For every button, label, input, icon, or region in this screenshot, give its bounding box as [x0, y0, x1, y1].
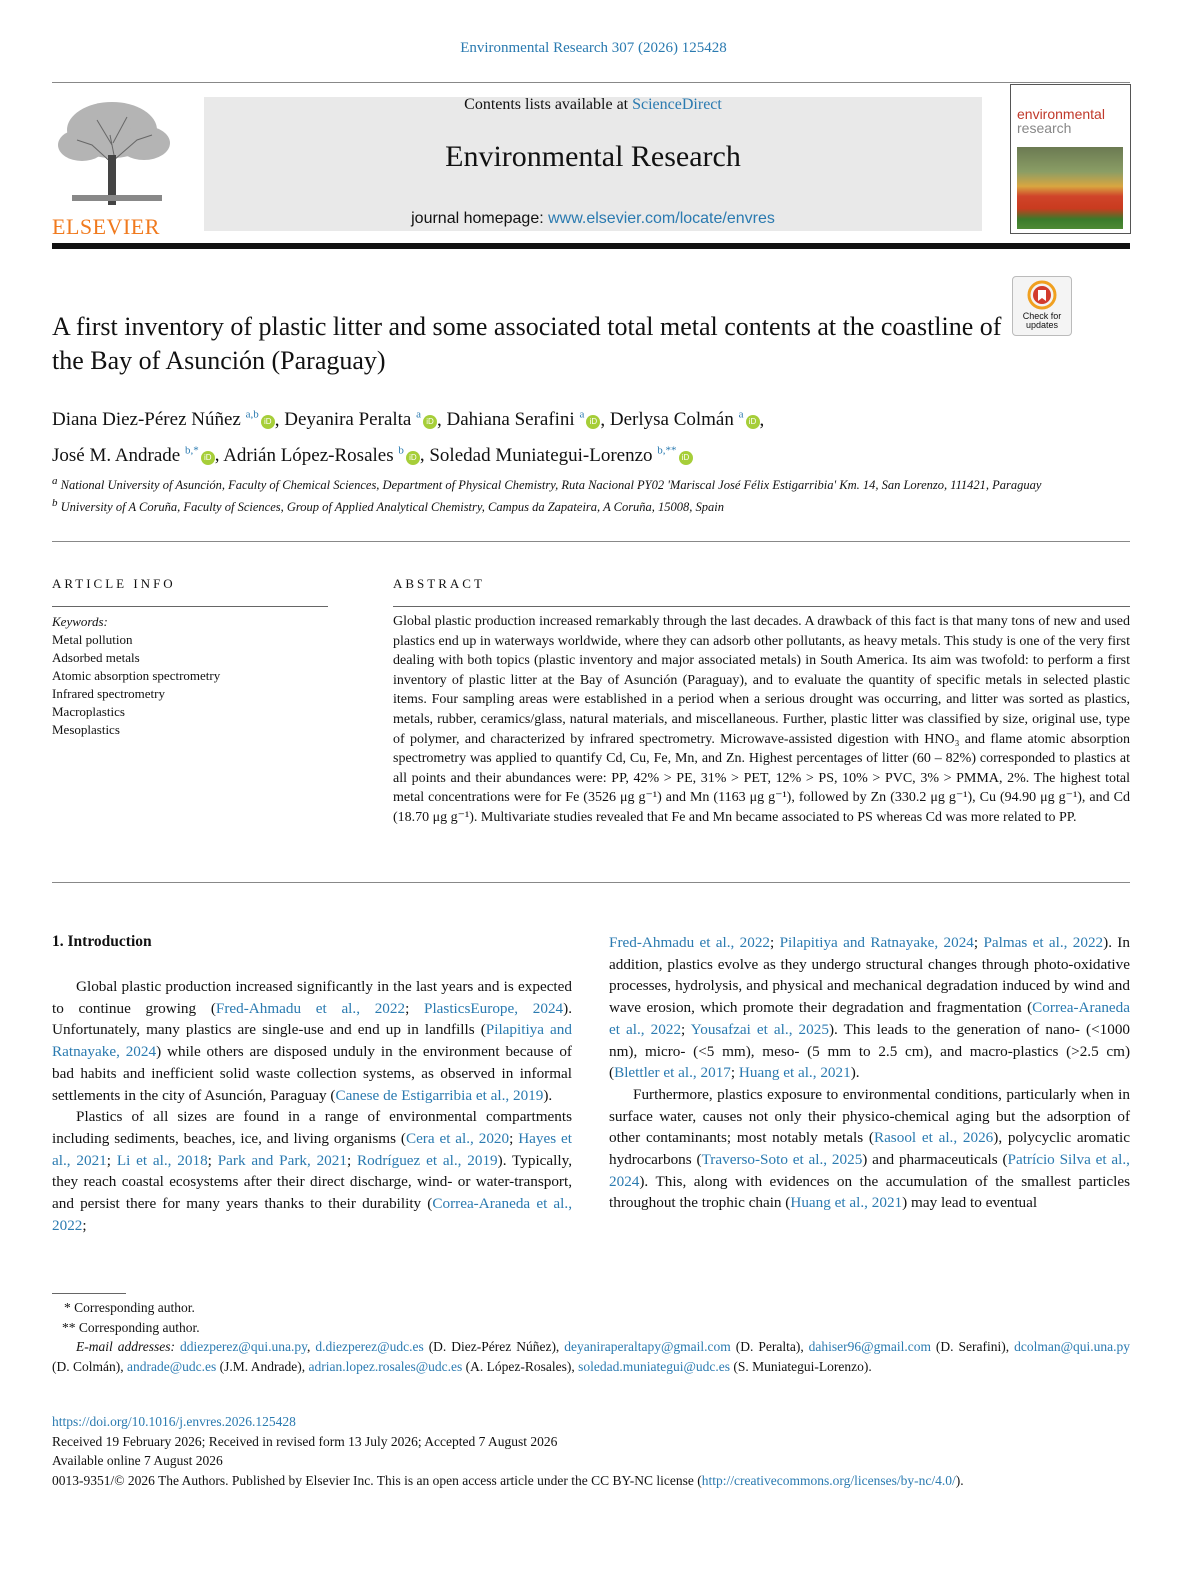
email-link[interactable]: andrade@udc.es	[127, 1358, 217, 1374]
header-rule	[52, 82, 1130, 83]
keyword: Macroplastics	[52, 704, 125, 719]
homepage-link[interactable]: www.elsevier.com/locate/envres	[548, 210, 775, 227]
body-paragraph: Fred-Ahmadu et al., 2022; Pilapitiya and Ratnayake, 2024; Palmas et al., 2022). In addition, plastics evolve as they undergo structural changes through photo-oxidative processes, hydrolysis, and physical and mechanical degradation induced by wind and wave erosion, which promote their degradation and fragmentation (Correa-Araneda et al., 2022; Yousafzai et al., 2025). This leads to the generation of nano- (<1000 nm), micro- (<5 mm), meso- (5 mm to 2.5 cm), and macro-plastics (>2.5 cm) (Blettler et al., 2017; Huang et al., 2021).	[609, 934, 1131, 1082]
corresponding-author-2: ** Corresponding author.	[62, 1319, 200, 1335]
affiliation-b: $^b$ University of A Coruña, Faculty of Sciences, Group of Applied Analytical Chemistry, Campus da Zapateira, A Coruña, 15008, Spain	[52, 497, 725, 515]
email-link[interactable]: soledad.muniategui@udc.es	[578, 1358, 731, 1374]
orcid-icon[interactable]: iD	[423, 415, 437, 429]
author[interactable]: José M. Andrade $^{b,*}$iD	[52, 445, 215, 466]
footnote-rule	[52, 1293, 126, 1294]
citation-link[interactable]: Palmas et al., 2022	[983, 934, 1104, 951]
cover-image	[1017, 147, 1123, 229]
citation-link[interactable]: Rasool et al., 2026	[873, 1129, 994, 1147]
orcid-icon[interactable]: iD	[261, 415, 275, 429]
citation-link[interactable]: Correa-Araneda et al., 2022	[52, 1195, 572, 1234]
license-link[interactable]: http://creativecommons.org/licenses/by-nc/4.0/	[701, 1472, 956, 1488]
check-updates-icon	[1027, 280, 1057, 310]
section-rule	[52, 541, 1130, 542]
email-link[interactable]: adrian.lopez.rosales@udc.es	[308, 1358, 463, 1374]
elsevier-wordmark: ELSEVIER	[52, 214, 160, 239]
footnotes	[52, 1298, 1130, 1376]
check-label-2: updates	[1025, 320, 1059, 330]
citation-link[interactable]: Huang et al., 2021	[790, 1194, 903, 1212]
citation-link[interactable]: Hayes et al., 2021	[52, 1129, 572, 1169]
elsevier-logo[interactable]	[52, 95, 176, 239]
body-paragraph: Furthermore, plastics exposure to environmental conditions, particularly when in surface water, causes not only their physico-chemical aging but the adsorption of other contaminants; most notably metals (Rasool et al., 2026), polycyclic aromatic hydrocarbons (Traverso-Soto et al., 2025) and pharmaceuticals (Patrício Silva et al., 2024). This, along with evidences on the accumulation of the smallest particles throughout the trophic chain (Huang et al., 2021) may lead to eventual	[609, 1085, 1130, 1212]
citation-link[interactable]: Traverso-Soto et al., 2025	[701, 1151, 863, 1169]
keywords-label: Keywords:	[52, 614, 108, 629]
keyword: Atomic absorption spectrometry	[52, 668, 221, 683]
journal-cover-thumbnail[interactable]	[1010, 84, 1131, 234]
body-column-left	[52, 976, 572, 1236]
keyword: Adsorbed metals	[52, 650, 140, 665]
citation-link[interactable]: PlasticsEurope, 2024	[424, 999, 564, 1017]
citation-link[interactable]: Fred-Ahmadu et al., 2022	[609, 934, 771, 951]
cover-title-line2: research	[1017, 120, 1072, 136]
introduction-heading: 1. Introduction	[52, 933, 152, 950]
article-info-rule	[52, 606, 328, 607]
citation-link[interactable]: Fred-Ahmadu et al., 2022	[215, 999, 406, 1017]
doi-link[interactable]: https://doi.org/10.1016/j.envres.2026.125428	[52, 1414, 296, 1429]
license-statement: 0013-9351/© 2026 The Authors. Published by Elsevier Inc. This is an open access article under the CC BY-NC license (http://creativecommons.org/licenses/by-nc/4.0/).	[52, 1472, 964, 1488]
email-link[interactable]: deyaniraperaltapy@gmail.com	[564, 1339, 731, 1354]
body-paragraph: Plastics of all sizes are found in a range of environmental compartments including sediments, beaches, ice, and living organisms (Cera et al., 2020; Hayes et al., 2021; Li et al., 2018; Park and Park, 2021; Rodríguez et al., 2019). Typically, they reach coastal ecosystems after their direct discharge, wind- or water-transport, and persist there for many years thanks to their durability (Correa-Araneda et al., 2022;	[52, 1108, 572, 1234]
check-label-1: Check for	[1022, 311, 1062, 321]
elsevier-tree-icon	[52, 95, 176, 207]
citation-link[interactable]: Blettler et al., 2017	[614, 1064, 731, 1082]
citation-link[interactable]: Correa-Araneda et al., 2022	[609, 999, 1130, 1038]
keyword: Mesoplastics	[52, 722, 120, 737]
author[interactable]: Diana Diez-Pérez Núñez $^{a,b}$iD	[52, 409, 275, 430]
author-list: Diana Diez-Pérez Núñez $^{a,b}$iD , Deyanira Peralta $^a$iD , Dahiana Serafini $^a$iD , Derlysa Colmán $^a$iD , José M. Andrade $^{b,*}$iD , Adrián López-Rosales $^b$iD , Soledad Muniategui-Lorenzo $^{b,**}$iD	[52, 409, 765, 466]
corresponding-author-1: * Corresponding author.	[64, 1300, 195, 1315]
orcid-icon[interactable]: iD	[746, 415, 760, 429]
abstract-text: Global plastic production increased remarkably through the last decades. A drawback of this fact is that many tons of new and used plastics end up in waterways worldwide, where they can adsorb other pollutants, as heavy metals. This study is one of the very first dealing with both topics (plastic inventory and major associated metals) in South America. Its aim was twofold: to perform a first inventory of plastic litter at the Bay of Asunción (Paraguay), and to evaluate the quantity of specific metals in selected plastic items. Four sampling areas were established in a period when a serious drought was occurring, and litter was sorted as plastics, metals, rubber, ceramics/glass, natural materials, and miscellaneous. Further, plastic litter was classified by size, original use, type of polymer, and characterized by infrared spectrometry. Microwave-assisted digestion with HNO₃ and flame atomic absorption spectrometry was applied to quantify Cd, Cu, Fe, Mn, and Zn. Highest percentages of litter (60 – 82%) corresponded to plastics at all points and their abundances were: PP, 42% > PE, 31% > PET, 12% > PS, 10% > PVC, 3% > PMMA, 2%. The highest total metal concentrations were for Fe (3526 μg g⁻¹) and Mn (1163 μg g⁻¹), followed by Zn (330.2 μg g⁻¹), Cu (94.90 μg g⁻¹), and Cd (18.70 μg g⁻¹). Multivariate studies revealed that Fe and Mn became associated to PS whereas Cd was more related to PP.	[393, 614, 1130, 825]
journal-title: Environmental Research	[445, 140, 741, 173]
email-link[interactable]: dahiser96@gmail.com	[808, 1339, 931, 1354]
header-thick-rule	[52, 243, 1130, 249]
contents-line: Contents lists available at ScienceDirect	[464, 96, 722, 113]
affiliations	[52, 472, 1112, 516]
publication-info	[52, 1412, 1130, 1490]
author[interactable]: Soledad Muniategui-Lorenzo $^{b,**}$iD	[429, 445, 692, 466]
email-link[interactable]: d.diezperez@udc.es	[315, 1339, 424, 1354]
citation-link[interactable]: Pilapitiya and Ratnayake, 2024	[779, 934, 974, 951]
email-addresses: E-mail addresses: ddiezperez@qui.una.py, d.diezperez@udc.es (D. Diez-Pérez Núñez), deyaniraperaltapy@gmail.com (D. Peralta), dahiser96@gmail.com (D. Serafini), dcolman@qui.una.py (D. Colmán), andrade@udc.es (J.M. Andrade), adrian.lopez.rosales@udc.es (A. López-Rosales), soledad.muniategui@udc.es (S. Muniategui-Lorenzo).	[52, 1339, 1131, 1374]
journal-homepage: journal homepage: www.elsevier.com/locate/envres	[411, 210, 775, 227]
orcid-icon[interactable]: iD	[406, 451, 420, 465]
cover-title-line1: environmental	[1017, 106, 1105, 122]
available-online: Available online 7 August 2026	[52, 1453, 223, 1468]
article-info-heading: ARTICLE INFO	[52, 576, 176, 591]
sciencedirect-link[interactable]: ScienceDirect	[632, 96, 722, 113]
citation-link[interactable]: Li et al., 2018	[116, 1151, 208, 1169]
citation-link[interactable]: Cera et al., 2020	[405, 1129, 510, 1147]
abstract-heading: ABSTRACT	[393, 576, 485, 591]
citation-link[interactable]: Park and Park, 2021	[217, 1151, 347, 1169]
author[interactable]: Dahiana Serafini $^a$iD	[447, 409, 601, 430]
orcid-icon[interactable]: iD	[679, 451, 693, 465]
keywords-block	[52, 613, 332, 739]
journal-reference[interactable]: Environmental Research 307 (2026) 125428	[460, 40, 727, 56]
received-dates: Received 19 February 2026; Received in revised form 13 July 2026; Accepted 7 August 2026	[52, 1433, 558, 1449]
abstract-end-rule	[52, 882, 1130, 883]
affiliation-a: $^a$ National University of Asunción, Faculty of Chemical Sciences, Department of Physical Chemistry, Ruta Nacional PY02 'Mariscal José Félix Estigarribia' Km. 14, San Lorenzo, 111421, Paraguay	[52, 475, 1042, 493]
paper-title: A first inventory of plastic litter and some associated total metal contents at the coastline of the Bay of Asunción (Paraguay)	[52, 312, 1002, 375]
email-link[interactable]: dcolman@qui.una.py	[1014, 1339, 1131, 1354]
author[interactable]: Deyanira Peralta $^a$iD	[284, 409, 437, 430]
citation-link[interactable]: Pilapitiya and Ratnayake, 2024	[52, 1021, 572, 1061]
keyword: Metal pollution	[52, 632, 133, 647]
citation-link[interactable]: Canese de Estigarribia et al., 2019	[335, 1086, 544, 1104]
citation-link[interactable]: Rodríguez et al., 2019	[357, 1151, 498, 1169]
abstract-rule	[393, 606, 1130, 607]
citation-link[interactable]: Patrício Silva et al., 2024	[609, 1151, 1130, 1190]
body-column-right	[609, 932, 1130, 1214]
body-paragraph: Global plastic production increased significantly in the last years and is expected to continue growing (Fred-Ahmadu et al., 2022; PlasticsEurope, 2024). Unfortunately, many plastics are single-use and end up in landfills (Pilapitiya and Ratnayake, 2024) while others are disposed unduly in the environment because of bad habits and inefficient solid waste collection systems, as observed in informal settlements in the city of Asunción, Paraguay (Canese de Estigarribia et al., 2019).	[52, 978, 572, 1104]
author[interactable]: Derlysa Colmán $^a$iD	[610, 409, 760, 430]
citation-link[interactable]: Huang et al., 2021	[738, 1064, 851, 1082]
keyword: Infrared spectrometry	[52, 686, 165, 701]
email-link[interactable]: ddiezperez@qui.una.py	[179, 1339, 307, 1354]
author[interactable]: Adrián López-Rosales $^b$iD	[223, 445, 420, 466]
orcid-icon[interactable]: iD	[586, 415, 600, 429]
citation-link[interactable]: Yousafzai et al., 2025	[690, 1020, 829, 1038]
orcid-icon[interactable]: iD	[201, 451, 215, 465]
check-for-updates-badge[interactable]	[1012, 276, 1072, 336]
